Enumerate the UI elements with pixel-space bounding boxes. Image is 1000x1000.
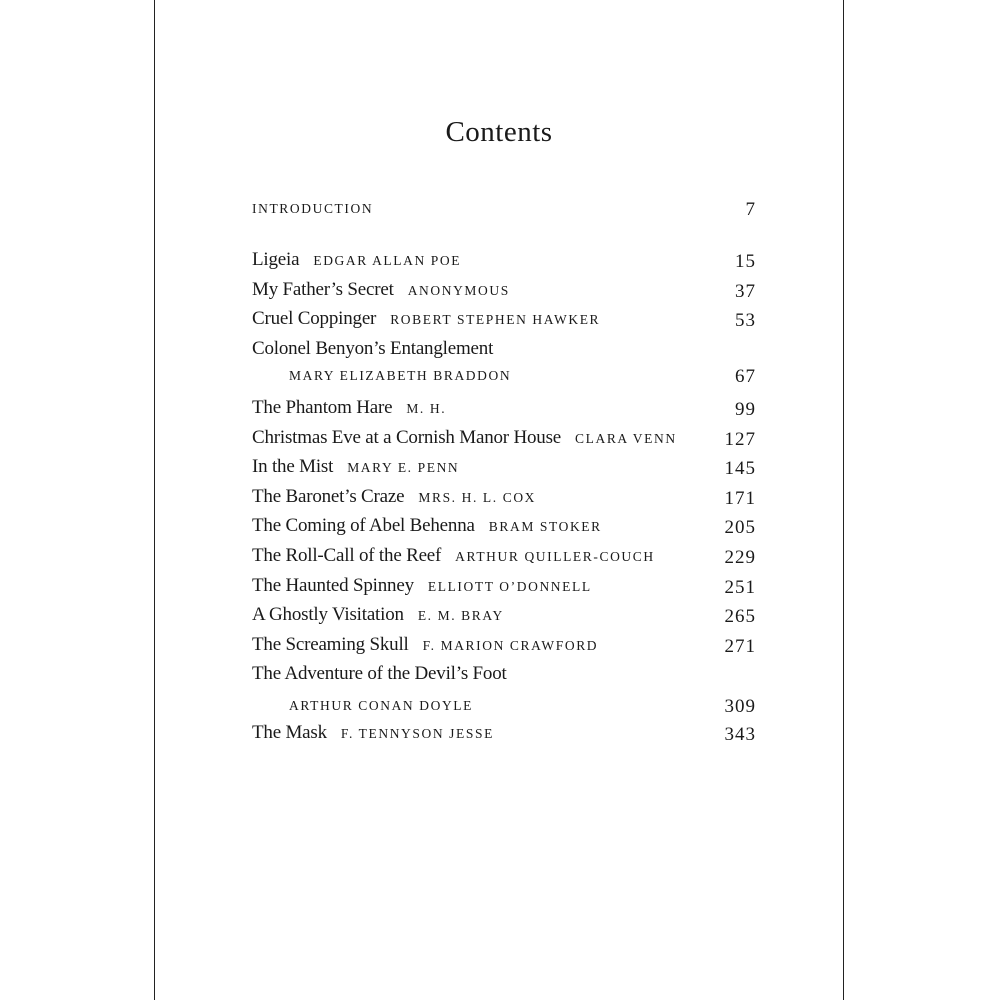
story-author: E. M. BRAY xyxy=(417,608,504,623)
toc-entry xyxy=(252,396,756,421)
toc-page-number: 7 xyxy=(745,199,756,220)
story-author: ARTHUR CONAN DOYLE xyxy=(289,698,473,713)
story-author: F. MARION CRAWFORD xyxy=(422,638,599,653)
story-author: MRS. H. L. COX xyxy=(418,490,537,505)
story-title: The Baronet’s Craze xyxy=(252,486,405,507)
toc-page-number: 309 xyxy=(724,696,756,717)
story-title: Christmas Eve at a Cornish Manor House xyxy=(252,427,562,448)
toc-page-number: 265 xyxy=(724,606,756,627)
story-title: The Roll-Call of the Reef xyxy=(252,545,442,566)
toc-page-number: 343 xyxy=(724,724,756,745)
story-author: ARTHUR QUILLER-COUCH xyxy=(455,549,655,564)
toc-entry xyxy=(252,426,756,451)
toc-entry xyxy=(252,633,756,658)
toc-page-number: 53 xyxy=(735,310,756,331)
toc-page-number: 145 xyxy=(724,458,756,479)
toc-page-number: 99 xyxy=(735,399,756,420)
story-author: ROBERT STEPHEN HAWKER xyxy=(390,312,601,327)
toc-entry xyxy=(252,307,756,332)
toc-page-number: 37 xyxy=(735,281,756,302)
toc-entry xyxy=(252,485,756,510)
story-title: The Phantom Hare xyxy=(252,397,393,418)
story-title: Colonel Benyon’s Entanglement xyxy=(252,338,494,359)
story-title: Ligeia xyxy=(252,249,300,270)
toc-entry xyxy=(252,544,756,569)
toc-page-number: 205 xyxy=(724,517,756,538)
toc-introduction-label: INTRODUCTION xyxy=(252,201,374,216)
toc-page-number: 67 xyxy=(735,366,756,387)
story-title: The Mask xyxy=(252,722,327,743)
story-author: EDGAR ALLAN POE xyxy=(313,253,462,268)
story-title: The Adventure of the Devil’s Foot xyxy=(252,663,507,684)
story-title: The Haunted Spinney xyxy=(252,575,414,596)
toc-entry xyxy=(252,514,756,539)
toc-page-number: 271 xyxy=(724,636,756,657)
toc-entry-continued xyxy=(252,693,756,718)
toc-entry xyxy=(252,248,756,273)
toc-introduction xyxy=(252,196,756,221)
story-title: My Father’s Secret xyxy=(252,279,394,300)
toc-entry xyxy=(252,662,756,686)
toc-page-number: 15 xyxy=(735,251,756,272)
book-page xyxy=(154,0,844,1000)
story-title: Cruel Coppinger xyxy=(252,308,377,329)
story-author: ELLIOTT O’DONNELL xyxy=(427,579,592,594)
toc-page-number: 171 xyxy=(724,488,756,509)
toc-page-number: 229 xyxy=(724,547,756,568)
toc-entry xyxy=(252,721,756,746)
toc-entry xyxy=(252,603,756,628)
toc-entry xyxy=(252,455,756,480)
story-author: MARY E. PENN xyxy=(347,460,460,475)
story-title: The Screaming Skull xyxy=(252,634,409,655)
toc-page-number: 251 xyxy=(724,577,756,598)
toc-entry xyxy=(252,574,756,599)
story-author: M. H. xyxy=(406,401,447,416)
story-title: In the Mist xyxy=(252,456,334,477)
story-author: F. TENNYSON JESSE xyxy=(340,726,494,741)
toc-entry xyxy=(252,278,756,303)
story-author: CLARA VENN xyxy=(575,431,677,446)
story-author: MARY ELIZABETH BRADDON xyxy=(289,368,512,383)
story-title: The Coming of Abel Behenna xyxy=(252,515,475,536)
story-author: ANONYMOUS xyxy=(407,283,510,298)
page-title: Contents xyxy=(445,116,553,148)
toc-page-number: 127 xyxy=(724,429,756,450)
story-author: BRAM STOKER xyxy=(488,519,602,534)
toc-entry-continued xyxy=(252,363,756,388)
story-title: A Ghostly Visitation xyxy=(252,604,404,625)
toc-entry xyxy=(252,337,756,361)
